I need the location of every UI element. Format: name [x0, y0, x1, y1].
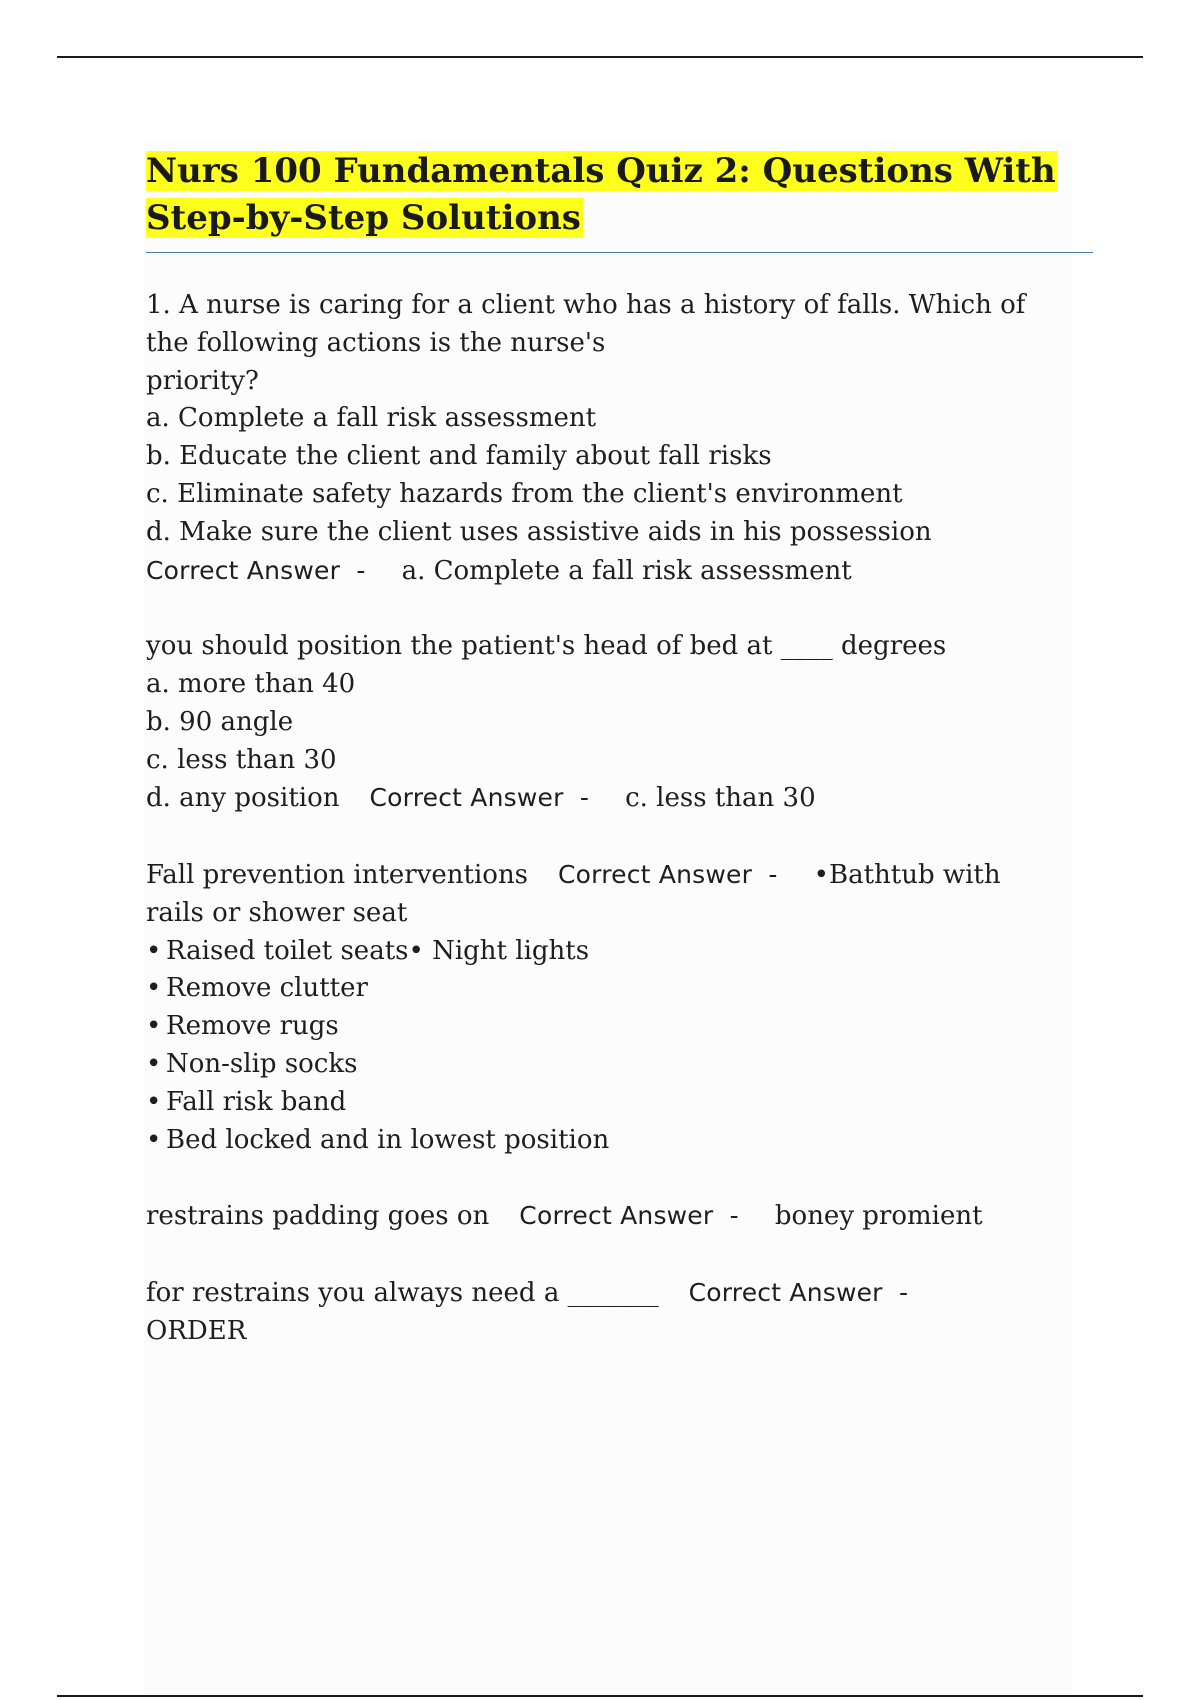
- q3-answer-cont: rails or shower seat: [146, 897, 408, 928]
- q5-answer: ORDER: [146, 1315, 247, 1346]
- bullet-icon: •: [146, 935, 162, 966]
- q3-stem: Fall prevention interventions: [146, 859, 529, 890]
- question-2: [146, 628, 1073, 818]
- q2-option-a: a. more than 40: [146, 668, 356, 699]
- q2-option-d-answer-line: [146, 779, 1073, 818]
- q1-stem-line1: 1. A nurse is caring for a client who has a history of falls. Which of: [146, 290, 1026, 320]
- title-highlight-line2: Step-by-Step Solutions: [146, 198, 581, 238]
- q1-option-d: d. Make sure the client uses assistive aids in his possession: [146, 516, 932, 547]
- q3-list-item: • Raised toilet seats• Night lights: [146, 933, 1073, 971]
- document-page: [143, 138, 1073, 1695]
- q1-answer: a. Complete a fall risk assessment: [401, 555, 852, 586]
- q3-list-item: • Remove clutter: [146, 970, 1073, 1008]
- title-highlight-line1: Nurs 100 Fundamentals Quiz 2: Questions With: [146, 151, 1056, 191]
- q3-list-item: • Bed locked and in lowest position: [146, 1122, 1073, 1160]
- question-3: [146, 856, 1073, 1159]
- q5-correct-answer-label: Correct Answer -: [688, 1277, 909, 1307]
- footer-rule: [57, 1695, 1143, 1697]
- q2-option-d: d. any position: [146, 783, 340, 814]
- q1-option-a: a. Complete a fall risk assessment: [146, 403, 597, 434]
- header-rule: [57, 56, 1143, 58]
- bullet-icon: •: [146, 1011, 162, 1042]
- q1-stem-line2: the following actions is the nurse's: [146, 327, 606, 358]
- title-underline: [146, 252, 1093, 253]
- q2-stem: you should position the patient's head of bed at ____ degrees: [146, 631, 947, 662]
- q2-option-b: b. 90 angle: [146, 706, 294, 737]
- q4-answer: boney promient: [774, 1201, 983, 1232]
- q1-answer-line: [146, 552, 1073, 591]
- question-1: [146, 287, 1073, 590]
- q1-option-b: b. Educate the client and family about fall risks: [146, 441, 772, 472]
- q3-list-item: • Remove rugs: [146, 1008, 1073, 1046]
- q2-option-c: c. less than 30: [146, 744, 337, 775]
- bullet-icon: •: [146, 973, 162, 1004]
- q3-list-item: • Non-slip socks: [146, 1046, 1073, 1084]
- q4-correct-answer-label: Correct Answer -: [519, 1201, 739, 1231]
- q4-stem: restrains padding goes on: [146, 1201, 490, 1232]
- bullet-icon: •: [146, 1086, 162, 1117]
- q3-list-item: • Fall risk band: [146, 1084, 1073, 1122]
- q5-stem: for restrains you always need a _______: [146, 1277, 659, 1308]
- q2-answer: c. less than 30: [625, 783, 816, 814]
- q2-correct-answer-label: Correct Answer -: [369, 783, 590, 813]
- q3-stem-line: [146, 856, 1073, 895]
- question-5: [146, 1274, 1073, 1351]
- q1-correct-answer-label: Correct Answer -: [146, 555, 366, 585]
- question-4: [146, 1197, 1073, 1236]
- bullet-icon: •: [146, 1048, 162, 1079]
- bullet-icon: •: [146, 1124, 162, 1155]
- quiz-content: [146, 287, 1073, 1350]
- q1-stem-line3: priority?: [146, 365, 259, 396]
- q3-correct-answer-label: Correct Answer -: [558, 859, 778, 889]
- q1-option-c: c. Eliminate safety hazards from the client's environment: [146, 478, 903, 509]
- q5-line: [146, 1274, 1073, 1313]
- q4-line: [146, 1197, 1073, 1236]
- document-title: [146, 148, 1073, 242]
- q3-answer-start: •Bathtub with: [813, 859, 1001, 890]
